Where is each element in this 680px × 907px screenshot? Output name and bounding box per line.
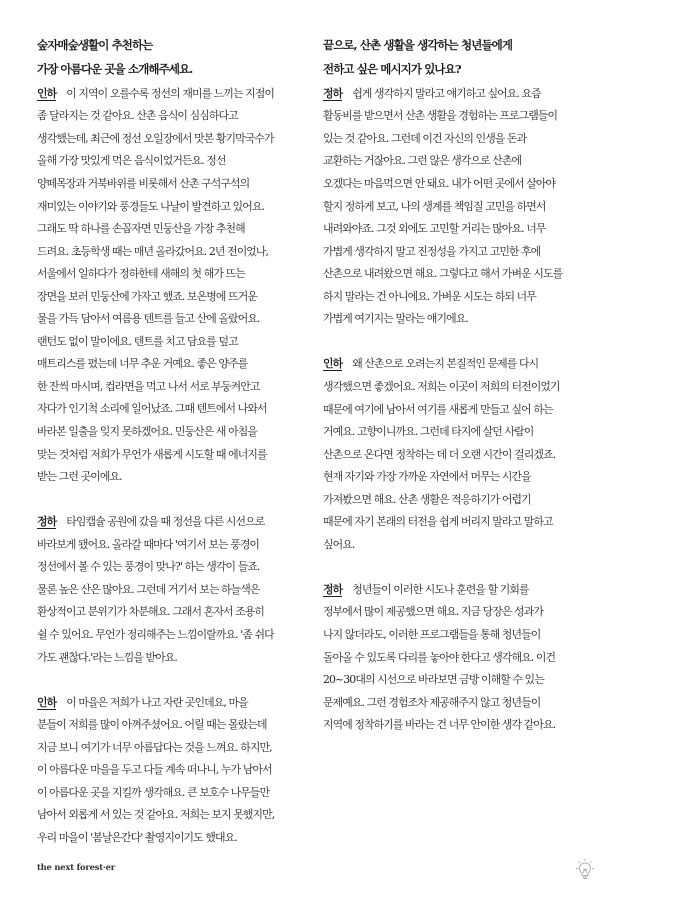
answer-line (37, 308, 300, 331)
answer-line (37, 353, 300, 376)
answer-line (37, 511, 300, 534)
answer-line (323, 308, 593, 331)
answer-line (323, 286, 593, 309)
right-column (323, 34, 593, 737)
speaker-label: 정하 (323, 582, 343, 596)
answer-line-text: 물을 가득 담아서 여름용 텐트를 들고 산에 올랐어요. (37, 312, 260, 326)
answer-line (37, 624, 300, 647)
answer-line-text: 올해 가장 맛있게 먹은 음식이었거든요. 정선 (37, 154, 226, 168)
answer-line-text: 때문에 자기 본래의 터전을 쉽게 버리지 말라고 말하고 (323, 515, 553, 529)
answer-line (323, 421, 593, 444)
answer-line (323, 218, 593, 241)
paragraph-gap (323, 556, 593, 579)
answer-line-text: 남아서 외롭게 서 있는 것 같아요. 저희는 보지 못했지만, (37, 808, 275, 822)
answer-line (37, 579, 300, 602)
answer-paragraph (37, 511, 300, 669)
answer-line (37, 534, 300, 557)
answer-line-text: 내려와야죠. 그것 외에도 고민할 거리는 많아요. 너무 (323, 222, 546, 236)
answer-line (37, 128, 300, 151)
answer-line (323, 669, 593, 692)
answer-line (37, 105, 300, 128)
question-heading-line: 가장 아름다운 곳을 소개해주세요. (37, 62, 193, 77)
answer-line (37, 804, 300, 827)
answer-line (323, 399, 593, 422)
lightbulb-icon (575, 858, 595, 882)
answer-line-text: 이 마을은 저희가 나고 자란 곳인데요, 마을 (66, 695, 248, 709)
answer-line-text: 20~30대의 시선으로 바라보면 금방 이해할 수 있는 (323, 673, 544, 687)
answer-line-text: 랜턴도 없이 말이에요. 텐트를 치고 담요를 덮고 (37, 334, 238, 348)
answer-line (323, 376, 593, 399)
footer-brand: the next forest·er (37, 862, 115, 872)
answer-line (37, 444, 300, 467)
answer-line-text: 드려요. 초등학생 때는 매년 올라갔어요. 2년 전이었나, (37, 244, 269, 258)
answer-line-text: 하지 말라는 건 아니에요. 가벼운 시도는 하되 너무 (323, 289, 536, 303)
answer-line-text: 할지 정하게 보고, 나의 생계를 책임질 고민을 하면서 (323, 199, 546, 213)
answer-line-text: 분들이 저희를 많이 아껴주셨어요. 어릴 때는 몰랐는데 (37, 718, 267, 732)
answer-line-text: 이 지역이 오를수록 정선의 재미를 느끼는 지점이 (66, 86, 275, 100)
answer-line (37, 173, 300, 196)
answer-line-text: 물론 높은 산은 많아요. 그런데 거기서 보는 하늘색은 (37, 582, 260, 596)
answer-line (37, 647, 300, 670)
answer-line-text: 이 아름다운 마을을 두고 다들 계속 떠나니, 누가 남아서 (37, 763, 272, 777)
speaker-label: 정하 (37, 515, 57, 529)
answer-line-text: 타임캡슐 공원에 갔을 때 정선을 다른 시선으로 (66, 515, 265, 529)
answer-paragraph (37, 692, 300, 850)
answer-line (37, 376, 300, 399)
answer-line-text: 환상적이고 분위기가 차분해요. 그래서 혼자서 조용히 (37, 605, 265, 619)
answer-line (37, 150, 300, 173)
answer-line (37, 827, 300, 850)
answer-line-text: 활동비를 받으면서 산촌 생활을 경험하는 프로그램들이 (323, 109, 558, 123)
answer-line-text: 가도 괜찮다.'라는 느낌을 받아요. (37, 650, 177, 664)
answer-line-text: 때문에 여기에 남아서 여기를 새롭게 만들고 싶어 하는 (323, 402, 553, 416)
answer-line (37, 737, 300, 760)
answer-line (37, 466, 300, 489)
answer-line-text: 재미있는 이야기와 풍경들도 나날이 발견하고 있어요. (37, 199, 265, 213)
answer-line (37, 759, 300, 782)
answer-line (323, 647, 593, 670)
answer-line (37, 398, 300, 421)
answer-line-text: 바라보게 됐어요. 올라갈 때마다 '여기서 보는 풍경이 (37, 537, 260, 551)
question-heading-line: 전하고 싶은 메시지가 있나요? (323, 62, 461, 77)
answer-line-text: 돌아올 수 있도록 다리를 놓아야 한다고 생각해요. 이건 (323, 650, 556, 664)
answer-line-text: 서울에서 일하다가 정하한테 새해의 첫 해가 뜨는 (37, 267, 245, 281)
answer-line (37, 196, 300, 219)
answer-line-text: 양떼목장과 거북바위를 비롯해서 산촌 구석구석의 (37, 177, 250, 190)
answer-line (323, 241, 593, 264)
answer-line-text: 가져봤으면 해요. 산촌 생활은 적응하기가 어렵기 (323, 492, 531, 506)
question-heading-line: 끝으로, 산촌 생활을 생각하는 청년들에게 (323, 38, 513, 52)
answer-line-text: 가볍게 여기지는 말라는 얘기에요. (323, 312, 468, 326)
answer-line-text: 교환하는 거잖아요. 그런 않은 생각으로 산촌에 (323, 154, 522, 168)
paragraph-gap (37, 669, 300, 692)
answer-line (323, 173, 593, 196)
answer-line-text: 바라본 일출을 잊지 못하겠어요. 민둥산은 새 아침을 (37, 425, 257, 439)
answer-line-text: 왜 산촌으로 오려는지 본질적인 문제를 다시 (352, 357, 539, 371)
answer-line (323, 83, 593, 106)
left-column (37, 34, 300, 850)
answer-line-text: 산촌으로 온다면 정착하는 데 더 오랜 시간이 걸리겠죠. (323, 447, 556, 461)
answer-line-text: 지금 보니 여기가 너무 아름답다는 것을 느껴요. 하지만, (37, 740, 272, 754)
answer-line (323, 489, 593, 512)
question-heading-line: 숲자매숲생활이 추천하는 (37, 38, 153, 52)
answer-line (323, 534, 593, 557)
answer-line-text: 맞는 것처럼 저희가 무언가 새롭게 시도할 때 에너지를 (37, 447, 267, 461)
answer-line-text: 쉽게 생각하지 말라고 얘기하고 싶어요. 요즘 (352, 86, 541, 100)
answer-line (37, 286, 300, 309)
answer-line (323, 444, 593, 467)
answer-line (323, 263, 593, 286)
answer-line-text: 정선에서 볼 수 있는 풍경이 맞나?' 하는 생각이 들죠. (37, 560, 260, 574)
speaker-label: 인하 (37, 86, 57, 100)
answer-line-text: 정부에서 많이 제공했으면 해요. 지금 당장은 성과가 (323, 605, 543, 619)
paragraph-gap (323, 331, 593, 354)
answer-paragraph (323, 353, 593, 556)
answer-line-text: 그래도 딱 하나를 손꼽자면 민둥산을 가장 추천해 (37, 222, 245, 236)
answer-line-text: 나지 않더라도, 이러한 프로그램들을 통해 청년들이 (323, 628, 541, 642)
answer-line (323, 466, 593, 489)
speaker-label: 인하 (37, 695, 57, 709)
answer-line-text: 생각했는데, 최근에 정선 오일장에서 맛본 황기막국수가 (37, 131, 274, 145)
answer-line-text: 매트리스를 폈는데 너무 추운 거예요. 좋은 양주를 (37, 357, 248, 371)
answer-line-text: 거예요. 고향이니까요. 그런데 타지에 살던 사람이 (323, 425, 534, 439)
answer-line-text: 좀 달라지는 것 같아요. 산촌 음식이 심심하다고 (37, 109, 238, 123)
speaker-label: 정하 (323, 86, 343, 100)
answer-line (323, 511, 593, 534)
answer-line (37, 263, 300, 286)
answer-line-text: 이 아름다운 곳을 지킬까 생각해요. 큰 보호수 나무들만 (37, 785, 270, 799)
answer-line (323, 128, 593, 151)
answer-line (37, 556, 300, 579)
answer-line (323, 601, 593, 624)
answer-paragraph (323, 579, 593, 737)
answer-line-text: 지역에 정착하기를 바라는 건 너무 안이한 생각 같아요. (323, 718, 556, 732)
answer-line (323, 624, 593, 647)
answer-line-text: 받는 그런 곳이에요. (37, 470, 122, 484)
answer-line (323, 196, 593, 219)
answer-line (37, 83, 300, 106)
answer-line (323, 353, 593, 376)
answer-line-text: 문제예요. 그런 경험조차 제공해주지 않고 청년들이 (323, 695, 541, 709)
answer-line-text: 생각했으면 좋겠어요. 저희는 이곳이 저희의 터전이었기 (323, 379, 560, 393)
answer-line (37, 331, 300, 354)
answer-line (37, 714, 300, 737)
paragraph-gap (37, 489, 300, 512)
answer-line-text: 싶어요. (323, 537, 355, 551)
answer-line (37, 692, 300, 715)
answer-line-text: 현재 자기와 가장 가까운 자연에서 머무는 시간을 (323, 470, 531, 484)
answer-line (323, 150, 593, 173)
answer-line-text: 한 잔씩 마시며, 컵라면을 먹고 나서 서로 부둥켜안고 (37, 379, 260, 393)
answer-line (323, 579, 593, 602)
answer-line (37, 218, 300, 241)
answer-line (323, 105, 593, 128)
answer-line-text: 청년들이 이러한 시도나 훈련을 할 기회를 (352, 582, 529, 596)
answer-line-text: 산촌으로 내려왔으면 해요. 그렇다고 해서 가벼운 시도를 (323, 267, 563, 281)
answer-paragraph (323, 83, 593, 331)
answer-line (323, 714, 593, 737)
answer-line-text: 오겠다는 마음먹으면 안 돼요. 내가 어떤 곳에서 살아야 (323, 177, 556, 190)
answer-line-text: 가볍게 생각하지 말고 진정성을 가지고 고민한 후에 (323, 244, 541, 258)
answer-line-text: 쉴 수 있어요. 무언가 정리해주는 느낌이랄까요. '좀 쉬다 (37, 627, 274, 641)
answer-line (37, 241, 300, 264)
answer-line (37, 782, 300, 805)
answer-line-text: 우리 마을이 '봄날은간다' 촬영지이기도 했대요. (37, 830, 237, 844)
answer-line-text: 있는 것 같아요. 그런데 이건 자신의 인생을 돈과 (323, 131, 527, 145)
answer-line-text: 장면을 보러 민둥산에 가자고 했죠. 보온병에 뜨거운 (37, 289, 257, 303)
answer-line (37, 601, 300, 624)
answer-paragraph (37, 83, 300, 489)
answer-line (37, 421, 300, 444)
speaker-label: 인하 (323, 357, 343, 371)
answer-line (323, 692, 593, 715)
answer-line-text: 자다가 인기척 소리에 일어났죠. 그때 텐트에서 나와서 (37, 402, 267, 416)
